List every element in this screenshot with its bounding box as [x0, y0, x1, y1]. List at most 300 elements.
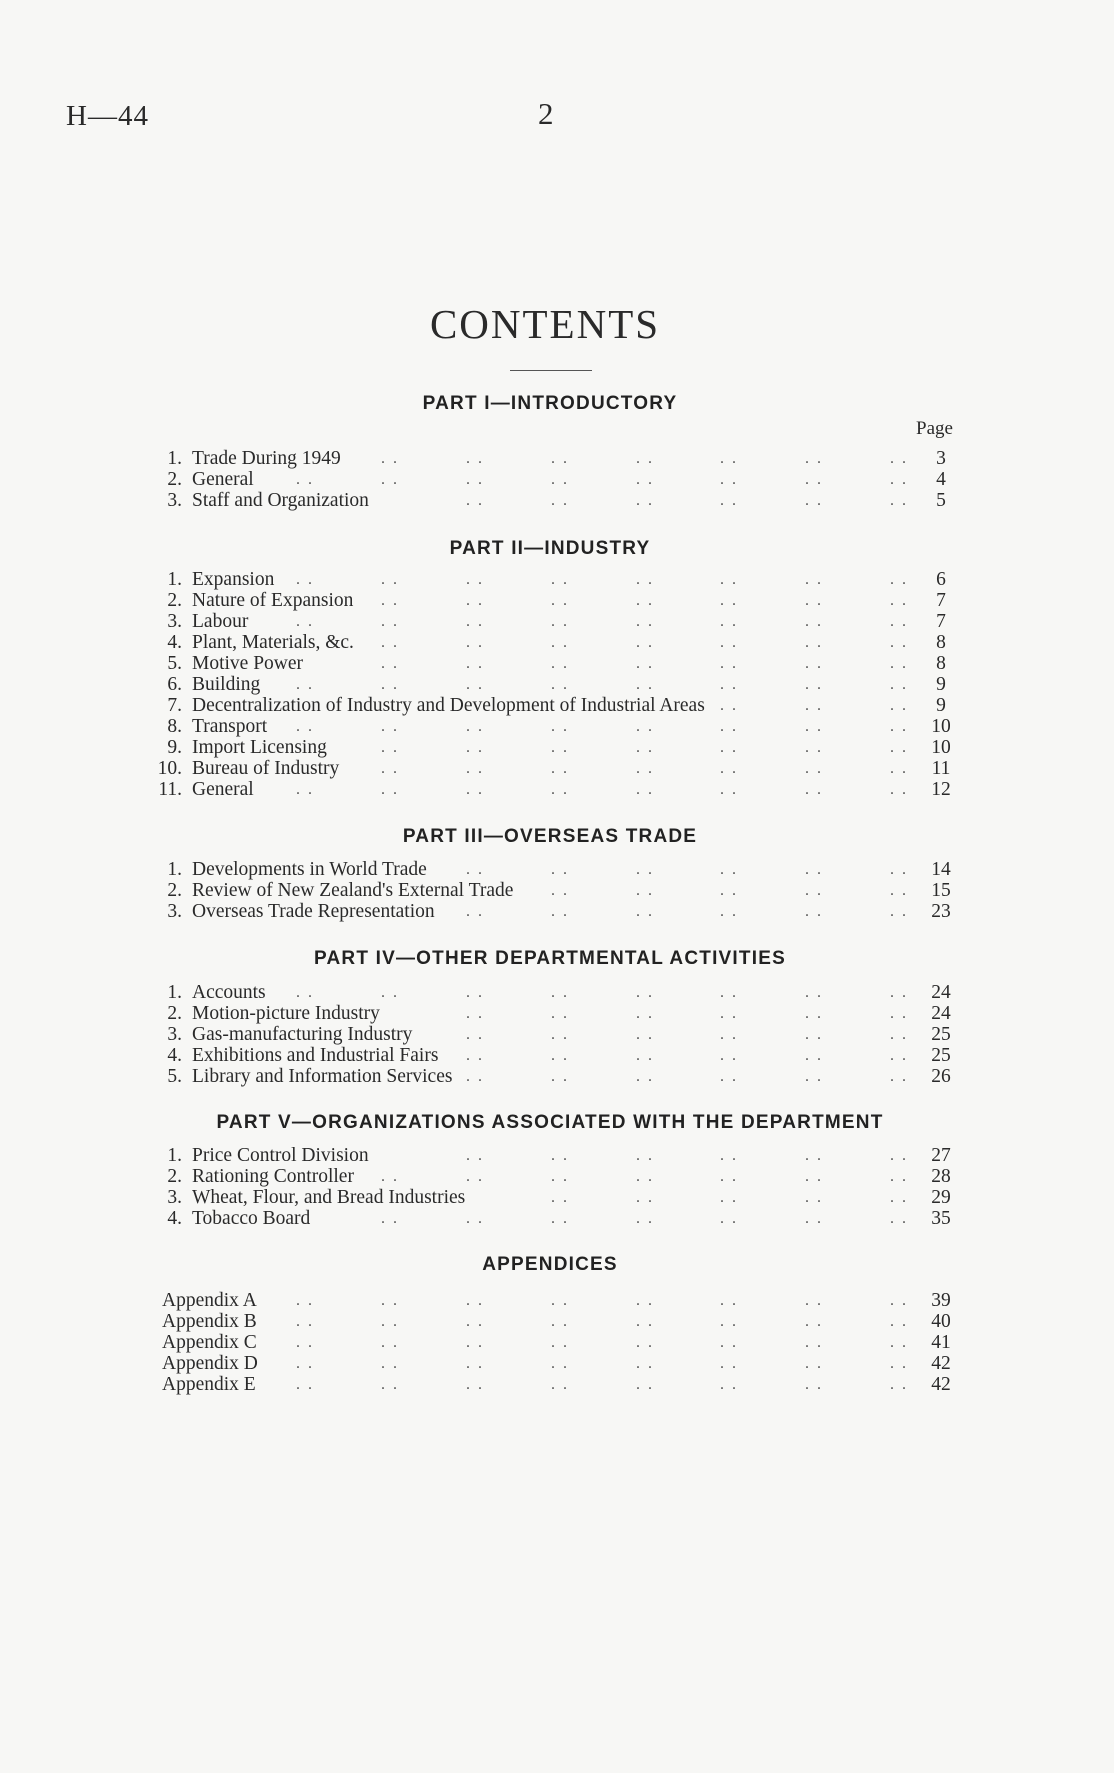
- leader-dots: . .: [720, 450, 738, 467]
- leader-dots: . .: [720, 781, 738, 798]
- leader-dots: . .: [805, 718, 823, 735]
- toc-entry[interactable]: [0, 1208, 1114, 1229]
- entry-page: 23: [931, 901, 951, 922]
- leader-dots: . .: [296, 781, 314, 798]
- leader-dots: . .: [720, 1292, 738, 1309]
- leader-dots: . .: [890, 984, 908, 1001]
- entry-number: 2.: [167, 880, 182, 901]
- leader-dots: . .: [636, 492, 654, 509]
- toc-entry[interactable]: [0, 1353, 1114, 1374]
- entry-page: 4: [936, 469, 946, 490]
- entry-title: Building: [192, 674, 261, 695]
- leader-dots: . .: [636, 1026, 654, 1043]
- leader-dots: . .: [720, 1334, 738, 1351]
- section-heading-part-4: PART IV—OTHER DEPARTMENTAL ACTIVITIES: [314, 948, 786, 969]
- entry-number: 3.: [167, 490, 182, 511]
- leader-dots: . .: [805, 1210, 823, 1227]
- leader-dots: . .: [551, 903, 569, 920]
- leader-dots: . .: [805, 903, 823, 920]
- leader-dots: . .: [890, 1355, 908, 1372]
- leader-dots: . .: [466, 471, 484, 488]
- leader-dots: . .: [720, 1355, 738, 1372]
- entry-title: Decentralization of Industry and Development of Industrial Areas: [192, 695, 705, 716]
- toc-entry[interactable]: [0, 1045, 1114, 1066]
- leader-dots: . .: [720, 1376, 738, 1393]
- leader-dots: . .: [551, 781, 569, 798]
- leader-dots: . .: [466, 571, 484, 588]
- entry-page: 42: [931, 1374, 951, 1395]
- leader-dots: . .: [551, 1376, 569, 1393]
- leader-dots: . .: [805, 1334, 823, 1351]
- leader-dots: . .: [890, 655, 908, 672]
- leader-dots: . .: [551, 634, 569, 651]
- leader-dots: . .: [381, 655, 399, 672]
- leader-dots: . .: [636, 1047, 654, 1064]
- entry-number: 9.: [167, 737, 182, 758]
- leader-dots: . .: [720, 697, 738, 714]
- leader-dots: . .: [636, 781, 654, 798]
- toc-list-part-4: [0, 982, 1114, 1087]
- leader-dots: . .: [551, 571, 569, 588]
- entry-page: 3: [936, 448, 946, 469]
- leader-dots: . .: [636, 1210, 654, 1227]
- entry-number: 1.: [167, 1145, 182, 1166]
- leader-dots: . .: [466, 1334, 484, 1351]
- toc-entry[interactable]: [0, 737, 1114, 758]
- toc-entry[interactable]: [0, 779, 1114, 800]
- toc-entry[interactable]: [0, 674, 1114, 695]
- leader-dots: . .: [636, 718, 654, 735]
- toc-entry[interactable]: [0, 611, 1114, 632]
- leader-dots: . .: [720, 571, 738, 588]
- leader-dots: . .: [805, 1355, 823, 1372]
- leader-dots: . .: [805, 471, 823, 488]
- leader-dots: . .: [720, 760, 738, 777]
- leader-dots: . .: [381, 781, 399, 798]
- leader-dots: . .: [805, 1047, 823, 1064]
- leader-dots: . .: [296, 571, 314, 588]
- toc-entry[interactable]: [0, 469, 1114, 490]
- leader-dots: . .: [551, 861, 569, 878]
- leader-dots: . .: [296, 1334, 314, 1351]
- leader-dots: . .: [890, 1210, 908, 1227]
- toc-list-part-3: [0, 859, 1114, 922]
- leader-dots: . .: [551, 655, 569, 672]
- leader-dots: . .: [466, 739, 484, 756]
- leader-dots: . .: [551, 471, 569, 488]
- leader-dots: . .: [296, 1376, 314, 1393]
- leader-dots: . .: [296, 471, 314, 488]
- leader-dots: . .: [890, 882, 908, 899]
- leader-dots: . .: [636, 882, 654, 899]
- leader-dots: . .: [466, 861, 484, 878]
- toc-entry[interactable]: [0, 590, 1114, 611]
- leader-dots: . .: [636, 1068, 654, 1085]
- entry-number: 2.: [167, 469, 182, 490]
- entry-page: 9: [936, 674, 946, 695]
- entry-title: Review of New Zealand's External Trade: [192, 880, 514, 901]
- toc-list-part-5: [0, 1145, 1114, 1229]
- toc-entry[interactable]: [0, 448, 1114, 469]
- entry-title: General: [192, 469, 254, 490]
- leader-dots: . .: [636, 1168, 654, 1185]
- entry-page: 27: [931, 1145, 951, 1166]
- entry-page: 39: [931, 1290, 951, 1311]
- section-heading-part-5: PART V—ORGANIZATIONS ASSOCIATED WITH THE DEPARTMENT: [216, 1112, 884, 1133]
- toc-list-appendices: [0, 1290, 1114, 1395]
- leader-dots: . .: [636, 1355, 654, 1372]
- entry-title: Bureau of Industry: [192, 758, 340, 779]
- leader-dots: . .: [890, 1168, 908, 1185]
- leader-dots: . .: [381, 1376, 399, 1393]
- leader-dots: . .: [551, 1147, 569, 1164]
- entry-page: 29: [931, 1187, 951, 1208]
- leader-dots: . .: [805, 1005, 823, 1022]
- leader-dots: . .: [720, 592, 738, 609]
- leader-dots: . .: [551, 760, 569, 777]
- entry-page: 41: [931, 1332, 951, 1353]
- leader-dots: . .: [805, 882, 823, 899]
- entry-title: Wheat, Flour, and Bread Industries: [192, 1187, 466, 1208]
- toc-entry[interactable]: [0, 632, 1114, 653]
- entry-title: Labour: [192, 611, 249, 632]
- entry-number: 6.: [167, 674, 182, 695]
- entry-title: Exhibitions and Industrial Fairs: [192, 1045, 439, 1066]
- leader-dots: . .: [890, 718, 908, 735]
- leader-dots: . .: [466, 1376, 484, 1393]
- entry-number: 2.: [167, 1003, 182, 1024]
- leader-dots: . .: [551, 1047, 569, 1064]
- leader-dots: . .: [890, 781, 908, 798]
- leader-dots: . .: [296, 984, 314, 1001]
- entry-number: 3.: [167, 1024, 182, 1045]
- toc-entry[interactable]: [0, 1332, 1114, 1353]
- toc-entry[interactable]: [0, 859, 1114, 880]
- leader-dots: . .: [890, 861, 908, 878]
- leader-dots: . .: [466, 634, 484, 651]
- leader-dots: . .: [296, 676, 314, 693]
- leader-dots: . .: [805, 613, 823, 630]
- leader-dots: . .: [636, 861, 654, 878]
- entry-number: 4.: [167, 1208, 182, 1229]
- leader-dots: . .: [720, 861, 738, 878]
- leader-dots: . .: [890, 1026, 908, 1043]
- leader-dots: . .: [720, 1047, 738, 1064]
- toc-entry[interactable]: [0, 1187, 1114, 1208]
- toc-entry[interactable]: [0, 880, 1114, 901]
- leader-dots: . .: [551, 984, 569, 1001]
- entry-number: 8.: [167, 716, 182, 737]
- leader-dots: . .: [720, 1026, 738, 1043]
- leader-dots: . .: [636, 903, 654, 920]
- leader-dots: . .: [636, 655, 654, 672]
- leader-dots: . .: [636, 613, 654, 630]
- leader-dots: . .: [805, 1313, 823, 1330]
- entry-page: 7: [936, 590, 946, 611]
- entry-number: 5.: [167, 653, 182, 674]
- entry-title: Developments in World Trade: [192, 859, 427, 880]
- entry-page: 8: [936, 632, 946, 653]
- leader-dots: . .: [890, 1068, 908, 1085]
- entry-number: 4.: [167, 632, 182, 653]
- leader-dots: . .: [466, 592, 484, 609]
- entry-page: 42: [931, 1353, 951, 1374]
- leader-dots: . .: [551, 1068, 569, 1085]
- leader-dots: . .: [381, 739, 399, 756]
- entry-page: 6: [936, 569, 946, 590]
- entry-number: 3.: [167, 611, 182, 632]
- leader-dots: . .: [466, 903, 484, 920]
- leader-dots: . .: [466, 1292, 484, 1309]
- leader-dots: . .: [381, 1313, 399, 1330]
- leader-dots: . .: [720, 655, 738, 672]
- toc-entry[interactable]: [0, 490, 1114, 511]
- leader-dots: . .: [551, 1026, 569, 1043]
- section-heading-part-2: PART II—INDUSTRY: [449, 538, 651, 559]
- leader-dots: . .: [551, 450, 569, 467]
- entry-title: Overseas Trade Representation: [192, 901, 435, 922]
- leader-dots: . .: [890, 903, 908, 920]
- leader-dots: . .: [720, 1068, 738, 1085]
- leader-dots: . .: [466, 1355, 484, 1372]
- leader-dots: . .: [805, 697, 823, 714]
- entry-number: 5.: [167, 1066, 182, 1087]
- leader-dots: . .: [890, 1376, 908, 1393]
- leader-dots: . .: [805, 450, 823, 467]
- toc-list-part-1: [0, 448, 1114, 511]
- leader-dots: . .: [720, 676, 738, 693]
- leader-dots: . .: [381, 1334, 399, 1351]
- leader-dots: . .: [890, 592, 908, 609]
- entry-title: Plant, Materials, &c.: [192, 632, 354, 653]
- leader-dots: . .: [381, 571, 399, 588]
- leader-dots: . .: [636, 450, 654, 467]
- leader-dots: . .: [720, 471, 738, 488]
- leader-dots: . .: [466, 781, 484, 798]
- leader-dots: . .: [890, 571, 908, 588]
- leader-dots: . .: [466, 1168, 484, 1185]
- leader-dots: . .: [805, 1168, 823, 1185]
- toc-entry[interactable]: [0, 716, 1114, 737]
- leader-dots: . .: [551, 1292, 569, 1309]
- leader-dots: . .: [636, 471, 654, 488]
- entry-title: Rationing Controller: [192, 1166, 354, 1187]
- leader-dots: . .: [296, 1292, 314, 1309]
- leader-dots: . .: [296, 1355, 314, 1372]
- leader-dots: . .: [890, 1147, 908, 1164]
- entry-number: 1.: [167, 982, 182, 1003]
- entry-number: 3.: [167, 901, 182, 922]
- toc-entry[interactable]: [0, 1066, 1114, 1087]
- leader-dots: . .: [466, 655, 484, 672]
- entry-title: Trade During 1949: [192, 448, 341, 469]
- leader-dots: . .: [890, 760, 908, 777]
- leader-dots: . .: [466, 1068, 484, 1085]
- entry-page: 28: [931, 1166, 951, 1187]
- leader-dots: . .: [890, 634, 908, 651]
- leader-dots: . .: [466, 676, 484, 693]
- entry-title: Appendix C: [162, 1332, 257, 1353]
- leader-dots: . .: [636, 984, 654, 1001]
- leader-dots: . .: [381, 592, 399, 609]
- toc-entry[interactable]: [0, 653, 1114, 674]
- entry-page: 5: [936, 490, 946, 511]
- entry-page: 7: [936, 611, 946, 632]
- entry-page: 25: [931, 1024, 951, 1045]
- leader-dots: . .: [381, 676, 399, 693]
- leader-dots: . .: [890, 739, 908, 756]
- entry-page: 11: [931, 758, 951, 779]
- entry-page: 26: [931, 1066, 951, 1087]
- leader-dots: . .: [551, 676, 569, 693]
- leader-dots: . .: [551, 592, 569, 609]
- entry-page: 8: [936, 653, 946, 674]
- leader-dots: . .: [805, 571, 823, 588]
- entry-number: 4.: [167, 1045, 182, 1066]
- leader-dots: . .: [805, 492, 823, 509]
- leader-dots: . .: [890, 471, 908, 488]
- toc-entry[interactable]: [0, 901, 1114, 922]
- entry-title: Accounts: [192, 982, 266, 1003]
- section-heading-part-3: PART III—OVERSEAS TRADE: [402, 826, 698, 847]
- leader-dots: . .: [381, 1210, 399, 1227]
- title-divider: [510, 370, 592, 371]
- leader-dots: . .: [381, 984, 399, 1001]
- entry-page: 9: [936, 695, 946, 716]
- document-reference: H—44: [66, 100, 149, 132]
- leader-dots: . .: [466, 1313, 484, 1330]
- entry-number: 7.: [167, 695, 182, 716]
- leader-dots: . .: [890, 676, 908, 693]
- entry-title: Staff and Organization: [192, 490, 369, 511]
- entry-number: 10.: [157, 758, 182, 779]
- toc-list-part-2: [0, 569, 1114, 800]
- leader-dots: . .: [720, 903, 738, 920]
- entry-number: 3.: [167, 1187, 182, 1208]
- leader-dots: . .: [296, 613, 314, 630]
- leader-dots: . .: [720, 1168, 738, 1185]
- leader-dots: . .: [381, 1292, 399, 1309]
- leader-dots: . .: [466, 492, 484, 509]
- toc-entry[interactable]: [0, 982, 1114, 1003]
- leader-dots: . .: [466, 984, 484, 1001]
- leader-dots: . .: [720, 1210, 738, 1227]
- page-column-label: Page: [916, 418, 953, 439]
- toc-entry[interactable]: [0, 1024, 1114, 1045]
- leader-dots: . .: [890, 1189, 908, 1206]
- toc-entry[interactable]: [0, 1311, 1114, 1332]
- leader-dots: . .: [720, 1313, 738, 1330]
- entry-page: 10: [931, 716, 951, 737]
- leader-dots: . .: [636, 1147, 654, 1164]
- entry-number: 1.: [167, 569, 182, 590]
- leader-dots: . .: [636, 634, 654, 651]
- leader-dots: . .: [381, 450, 399, 467]
- leader-dots: . .: [890, 492, 908, 509]
- leader-dots: . .: [805, 655, 823, 672]
- page-title: CONTENTS: [429, 301, 661, 347]
- leader-dots: . .: [551, 613, 569, 630]
- entry-number: 2.: [167, 590, 182, 611]
- leader-dots: . .: [890, 450, 908, 467]
- leader-dots: . .: [466, 1147, 484, 1164]
- leader-dots: . .: [636, 1334, 654, 1351]
- entry-title: Import Licensing: [192, 737, 327, 758]
- leader-dots: . .: [720, 718, 738, 735]
- leader-dots: . .: [636, 1005, 654, 1022]
- leader-dots: . .: [551, 882, 569, 899]
- leader-dots: . .: [890, 613, 908, 630]
- leader-dots: . .: [466, 1210, 484, 1227]
- leader-dots: . .: [805, 861, 823, 878]
- entry-page: 40: [931, 1311, 951, 1332]
- leader-dots: . .: [720, 492, 738, 509]
- leader-dots: . .: [720, 882, 738, 899]
- entry-page: 24: [931, 982, 951, 1003]
- leader-dots: . .: [636, 760, 654, 777]
- leader-dots: . .: [805, 1026, 823, 1043]
- leader-dots: . .: [805, 676, 823, 693]
- toc-entry[interactable]: [0, 1145, 1114, 1166]
- entry-page: 10: [931, 737, 951, 758]
- section-heading-appendices: APPENDICES: [482, 1254, 618, 1275]
- toc-entry[interactable]: [0, 1166, 1114, 1187]
- toc-entry[interactable]: [0, 758, 1114, 779]
- leader-dots: . .: [890, 1292, 908, 1309]
- entry-title: Appendix B: [162, 1311, 257, 1332]
- leader-dots: . .: [636, 739, 654, 756]
- entry-title: General: [192, 779, 254, 800]
- toc-entry[interactable]: [0, 1003, 1114, 1024]
- leader-dots: . .: [890, 697, 908, 714]
- entry-page: 14: [931, 859, 951, 880]
- toc-entry[interactable]: [0, 1290, 1114, 1311]
- leader-dots: . .: [296, 1313, 314, 1330]
- leader-dots: . .: [381, 634, 399, 651]
- entry-number: 1.: [167, 859, 182, 880]
- leader-dots: . .: [636, 676, 654, 693]
- entry-title: Appendix E: [162, 1374, 256, 1395]
- leader-dots: . .: [720, 1005, 738, 1022]
- toc-entry[interactable]: [0, 1374, 1114, 1395]
- leader-dots: . .: [381, 1355, 399, 1372]
- entry-title: Tobacco Board: [192, 1208, 311, 1229]
- entry-page: 15: [931, 880, 951, 901]
- entry-page: 35: [931, 1208, 951, 1229]
- entry-title: Nature of Expansion: [192, 590, 354, 611]
- leader-dots: . .: [720, 739, 738, 756]
- leader-dots: . .: [805, 1189, 823, 1206]
- toc-entry[interactable]: [0, 695, 1114, 716]
- leader-dots: . .: [890, 1313, 908, 1330]
- toc-entry[interactable]: [0, 569, 1114, 590]
- leader-dots: . .: [466, 613, 484, 630]
- leader-dots: . .: [466, 1047, 484, 1064]
- leader-dots: . .: [890, 1047, 908, 1064]
- entry-title: Library and Information Services: [192, 1066, 453, 1087]
- leader-dots: . .: [805, 1068, 823, 1085]
- leader-dots: . .: [381, 718, 399, 735]
- leader-dots: . .: [381, 1168, 399, 1185]
- leader-dots: . .: [805, 592, 823, 609]
- leader-dots: . .: [720, 1189, 738, 1206]
- leader-dots: . .: [636, 592, 654, 609]
- leader-dots: . .: [551, 739, 569, 756]
- leader-dots: . .: [551, 1005, 569, 1022]
- leader-dots: . .: [720, 613, 738, 630]
- leader-dots: . .: [551, 1189, 569, 1206]
- leader-dots: . .: [890, 1334, 908, 1351]
